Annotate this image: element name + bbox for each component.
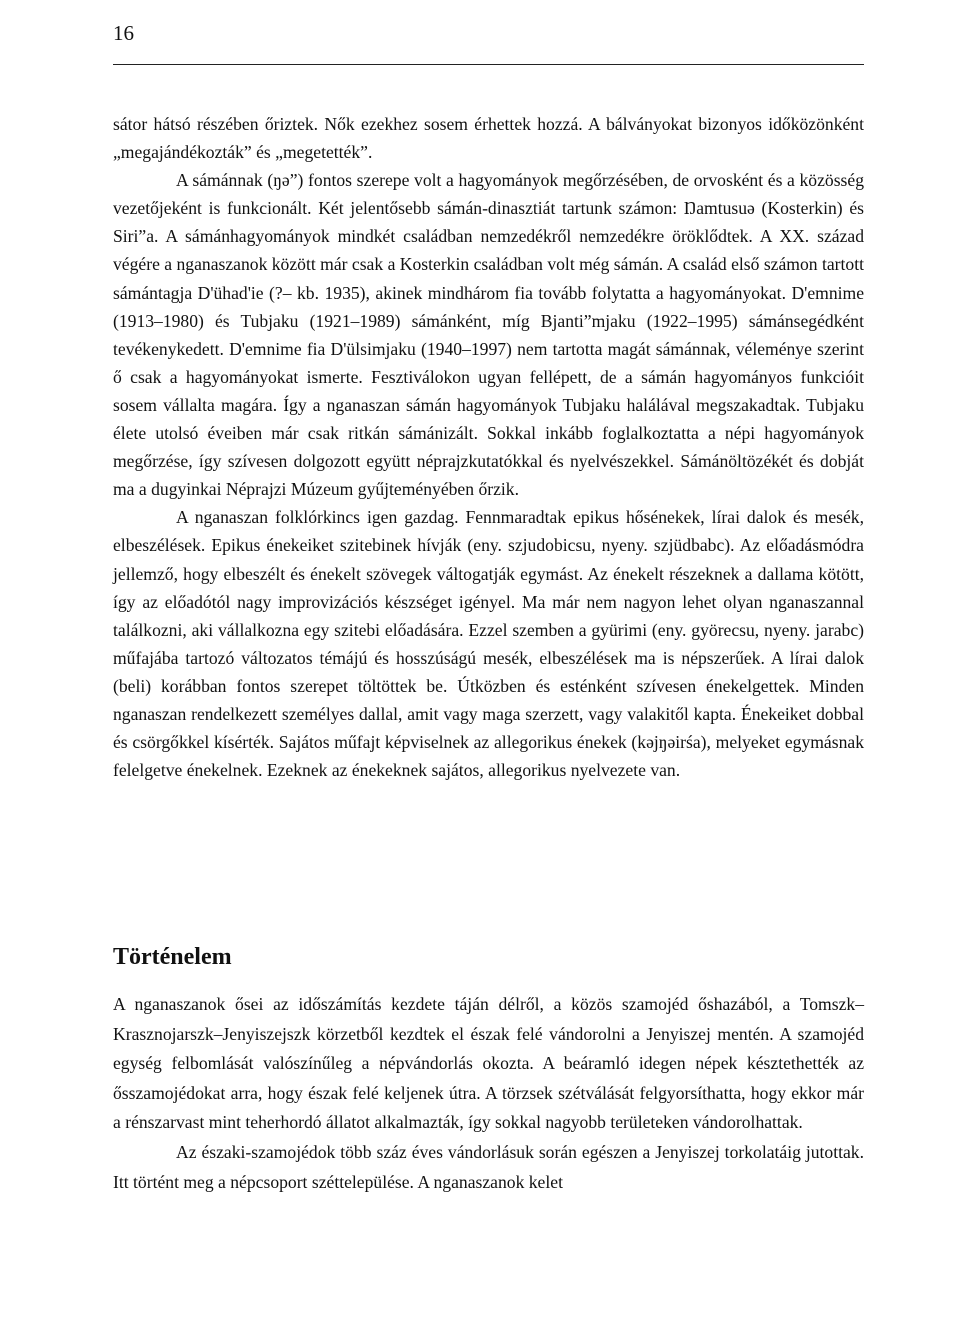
paragraph-migration: Az északi-szamojédok több száz éves vándorlásuk során egészen a Jenyiszej torkolatáig jutottak. Itt történt meg a népcsoport széttelepülése. A nganaszanok kelet: [113, 1141, 864, 1192]
paragraph-continuation: sátor hátsó részében őriztek. Nők ezekhez sosem érhettek hozzá. A bálványokat bizonyos időközönként „megajándékozták” és „megetették”.: [113, 114, 864, 163]
paragraph-folklore: A nganaszan folklórkincs igen gazdag. Fennmaradtak epikus hősénekek, lírai dalok és mesék, elbeszélések. Epikus énekeiket szitebinek hívják (eny. szjudobicsu, nyeny. szjüdbabc). Az előadásmódra jellemző, hogy elbeszélt és énekelt szövegek váltogatják egymást. Az énekelt részeknek a dallama kötött, így az előadótól nagy improvizációs készséget igényel. Ma már nem nagyon lehet olyan nganaszannal találkozni, aki vállalkozna egy szitebi előadására. Ezzel szemben a gyürimi (eny. györecsu, nyeny. jarabc) műfajába tartozó változatos témájú és hosszúságú mesék, elbeszélések ma is népszerűek. A lírai dalok (beli) korábban fontos szerepet töltöttek be. Útközben és esténként szívesen énekelgettek. Minden nganaszan rendelkezett személyes dallal, amit vagy maga szerzett, vagy valakitől kapta. Énekeiket dobbal és csörgőkkel kísérték. Sajátos műfajt képviselnek az allegorikus énekek (kəjŋəirśa), melyeket egymásnak felelgetve énekelnek. Ezeknek az énekeknek sajátos, allegorikus nyelvezete van.: [113, 507, 864, 781]
body-text-history: [113, 990, 864, 1197]
page-number: 16: [113, 21, 134, 45]
paragraph-origins: A nganaszanok ősei az időszámítás kezdete táján délről, a közös szamojéd őshazából, a Tomszk–Krasznojarszk–Jenyiszejszk körzetből kezdtek el észak felé vándorolni a Jenyiszej mentén. A szamojéd egység felbomlását valószínűleg a népvándorlás okozta. A beáramló idegen népek késztethették az ősszamojédokat arra, hogy észak felé keljenek útra. A törzsek szétválását felgyorsíthatta, hogy ekkor már a rénszarvast mint teherhordó állatot alkalmazták, így sokkal nagyobb területeken vándorolhattak.: [113, 994, 864, 1133]
body-text-top: [113, 110, 864, 784]
section-heading-history: Történelem: [113, 944, 232, 970]
header-rule: [113, 64, 864, 65]
paragraph-shamans: A sámánnak (ŋə”) fontos szerepe volt a hagyományok megőrzésében, de orvosként és a közösség vezetőjeként is funkcionált. Két jelentősebb sámán-dinasztiát tartunk számon: Ŋamtusuə (Kosterkin) és Siri”a. A sámánhagyományok mindkét családban nemzedékről nemzedékre öröklődtek. A XX. század végére a nganaszanok között már csak a Kosterkin családban volt még sámán. A család első számon tartott sámántagja D'ühad'ie (?– kb. 1935), akinek mindhárom fia tovább folytatta a hagyományokat. D'emnime (1913–1980) és Tubjaku (1921–1989) sámánként, míg Bjanti”mjaku (1922–1995) sámánsegédként tevékenykedett. D'emnime fia D'ülsimjaku (1940–1997) nem tartotta magát sámánnak, véleménye szerint ő csak a hagyományokat ismerte. Fesztiválokon ugyan fellépett, de a sámán hagyományos funkcióit sosem vállalta magára. Így a nganaszan sámán hagyományok Tubjaku halálával megszakadtak. Tubjaku élete utolsó éveiben már csak ritkán sámánizált. Sokkal inkább foglalkoztatta a népi hagyományok megőrzése, így szívesen dolgozott együtt néprajzkutatókkal és nyelvészekkel. Sámánöltözékét és dobját ma a dugyinkai Néprajzi Múzeum gyűjteményében őrzik.: [113, 170, 864, 500]
